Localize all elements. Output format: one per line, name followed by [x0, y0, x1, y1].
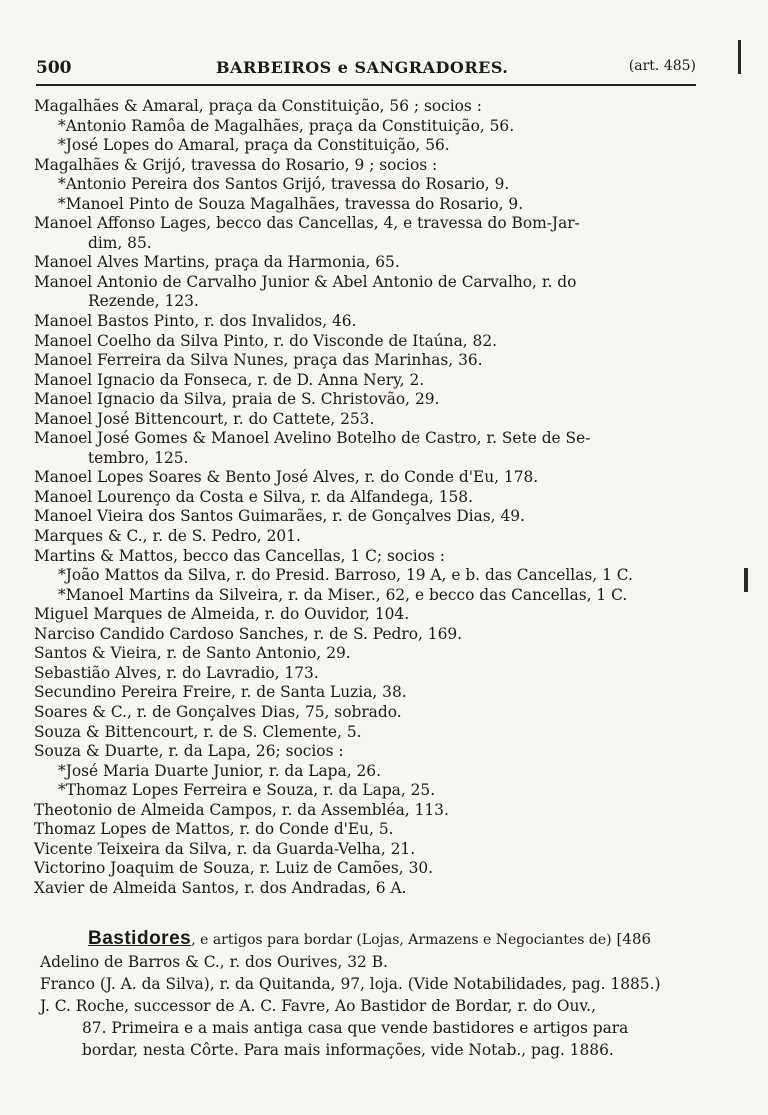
entry-continuation: 87. Primeira e a mais antiga casa que vende bastidores e artigos para: [82, 1019, 629, 1037]
running-title: BARBEIROS e SANGRADORES.: [216, 58, 509, 77]
directory-entry: Manoel Affonso Lages, becco das Cancellas, 4, e travessa do Bom-Jar-: [34, 214, 580, 233]
directory-entry: Manoel Lopes Soares & Bento José Alves, r. do Conde d'Eu, 178.: [34, 468, 539, 487]
header-rule: [36, 84, 696, 86]
directory-entry: Magalhães & Grijó, travessa do Rosario, 9 ; socios :: [34, 155, 438, 174]
entry-continuation: Rezende, 123.: [88, 292, 199, 311]
directory-entry: Miguel Marques de Almeida, r. do Ouvidor, 104.: [34, 605, 410, 624]
scan-mark: [738, 40, 741, 74]
entry-continuation: bordar, nesta Côrte. Para mais informações, vide Notab., pag. 1886.: [82, 1041, 614, 1059]
partner-entry: *José Lopes do Amaral, praça da Constituição, 56.: [58, 136, 450, 155]
section-title: Bastidores: [88, 928, 192, 949]
directory-entry: Santos & Vieira, r. de Santo Antonio, 29.: [34, 644, 351, 663]
section-article-reference: [486: [616, 930, 652, 948]
directory-entry: Theotonio de Almeida Campos, r. da Assembléa, 113.: [34, 800, 449, 819]
section-heading: [40, 928, 688, 951]
partner-entry: *Antonio Ramôa de Magalhães, praça da Constituição, 56.: [58, 116, 515, 135]
scan-mark: [744, 568, 748, 592]
section-entries: [40, 951, 688, 1061]
directory-entry: Vicente Teixeira da Silva, r. da Guarda-Velha, 21.: [34, 839, 416, 858]
partner-entry: *José Maria Duarte Junior, r. da Lapa, 26.: [58, 761, 381, 780]
directory-entry: Victorino Joaquim de Souza, r. Luiz de Camões, 30.: [34, 859, 434, 878]
page-number: 500: [36, 58, 72, 78]
directory-entry: Martins & Mattos, becco das Cancellas, 1 C; socios :: [34, 546, 445, 565]
directory-entry: Xavier de Almeida Santos, r. dos Andradas, 6 A.: [34, 878, 407, 897]
directory-entry: Manoel Vieira dos Santos Guimarães, r. de Gonçalves Dias, 49.: [34, 507, 525, 526]
directory-entry: Manoel José Gomes & Manoel Avelino Botelho de Castro, r. Sete de Se-: [34, 429, 591, 448]
directory-entry: Manoel Ignacio da Fonseca, r. de D. Anna Nery, 2.: [34, 370, 425, 389]
directory-entry: Narciso Candido Cardoso Sanches, r. de S. Pedro, 169.: [34, 624, 463, 643]
entry-continuation: dim, 85.: [88, 233, 152, 252]
directory-entry: Magalhães & Amaral, praça da Constituição, 56 ; socios :: [34, 97, 482, 115]
entry-continuation: tembro, 125.: [88, 448, 189, 467]
directory-entry: Manoel Ferreira da Silva Nunes, praça das Marinhas, 36.: [34, 351, 483, 370]
bastidores-section: [40, 928, 688, 1061]
page-header: [36, 58, 696, 84]
directory-entry: Sebastião Alves, r. do Lavradio, 173.: [34, 663, 319, 682]
directory-entry: Manoel José Bittencourt, r. do Cattete, 253.: [34, 409, 375, 428]
directory-entry: Manoel Ignacio da Silva, praia de S. Christovão, 29.: [34, 390, 440, 409]
directory-entry: Secundino Pereira Freire, r. de Santa Luzia, 38.: [34, 683, 407, 702]
partner-entry: *João Mattos da Silva, r. do Presid. Barroso, 19 A, e b. das Cancellas, 1 C.: [58, 566, 633, 585]
directory-entry: Manoel Alves Martins, praça da Harmonia, 65.: [34, 253, 400, 272]
directory-entry: Manoel Lourenço da Costa e Silva, r. da Alfandega, 158.: [34, 487, 473, 506]
partner-entry: *Antonio Pereira dos Santos Grijó, travessa do Rosario, 9.: [58, 175, 510, 194]
directory-entry: Adelino de Barros & C., r. dos Ourives, 32 B.: [40, 953, 388, 971]
directory-entry: Manoel Coelho da Silva Pinto, r. do Visconde de Itaúna, 82.: [34, 331, 498, 350]
partner-entry: *Thomaz Lopes Ferreira e Souza, r. da Lapa, 25.: [58, 781, 436, 800]
directory-entry: Soares & C., r. de Gonçalves Dias, 75, sobrado.: [34, 702, 402, 721]
directory-entry: Franco (J. A. da Silva), r. da Quitanda, 97, loja. (Vide Notabilidades, pag. 1885.): [40, 975, 661, 993]
directory-entries: [34, 97, 686, 898]
directory-entry: Manoel Antonio de Carvalho Junior & Abel Antonio de Carvalho, r. do: [34, 272, 577, 291]
section-description: , e artigos para bordar (Lojas, Armazens e Negociantes de): [191, 932, 612, 948]
partner-entry: *Manoel Martins da Silveira, r. da Miser., 62, e becco das Cancellas, 1 C.: [58, 585, 628, 604]
directory-entry: Souza & Bittencourt, r. de S. Clemente, 5.: [34, 722, 362, 741]
directory-entry: Manoel Bastos Pinto, r. dos Invalidos, 46.: [34, 312, 357, 331]
directory-entry: Souza & Duarte, r. da Lapa, 26; socios :: [34, 742, 344, 761]
article-reference: (art. 485): [628, 58, 696, 74]
directory-entry: Thomaz Lopes de Mattos, r. do Conde d'Eu, 5.: [34, 820, 394, 839]
directory-entry: J. C. Roche, successor de A. C. Favre, Ao Bastidor de Bordar, r. do Ouv.,: [40, 997, 597, 1015]
directory-entry: Marques & C., r. de S. Pedro, 201.: [34, 527, 301, 546]
partner-entry: *Manoel Pinto de Souza Magalhães, travessa do Rosario, 9.: [58, 194, 524, 213]
